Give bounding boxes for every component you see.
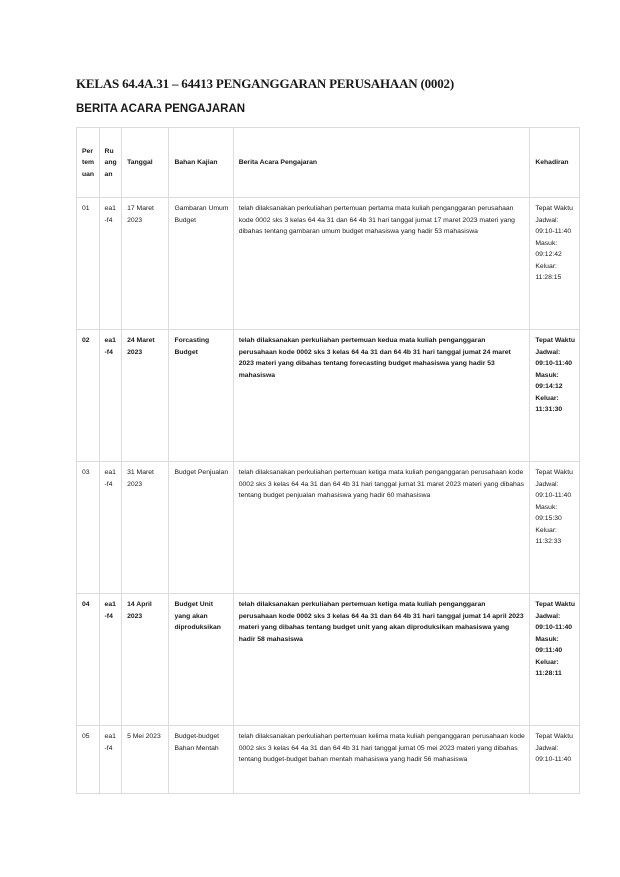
table-row: [77, 462, 580, 594]
cell-ruangan: ea1-f4: [99, 198, 122, 330]
cell-bahan-kajian: Budget Penjualan: [169, 462, 233, 594]
cell-ruangan: ea1-f4: [99, 726, 122, 794]
attendance-table: [76, 127, 580, 794]
cell-bahan-kajian: Forcasting Budget: [169, 330, 233, 462]
cell-ruangan: ea1-f4: [99, 462, 122, 594]
cell-bahan-kajian: Budget Unit yang akan diproduksikan: [169, 594, 233, 726]
cell-ruangan: ea1-f4: [99, 330, 122, 462]
cell-tanggal: 17 Maret 2023: [122, 198, 169, 330]
cell-pertemuan: 02: [77, 330, 100, 462]
cell-bahan-kajian: Budget-budget Bahan Mentah: [169, 726, 233, 794]
cell-berita-acara: telah dilaksanakan perkuliahan pertemuan ketiga mata kuliah penganggaran perusahaan kode 0002 sks 3 kelas 64 4a 31 dan 64 4b 31 hari tanggal jumat 31 maret 2023 materi yang dibahas tentang budget penjualan mahasiswa yang hadir 60 mahasiswa: [233, 462, 530, 594]
cell-tanggal: 31 Maret 2023: [122, 462, 169, 594]
cell-berita-acara: telah dilaksanakan perkuliahan pertemuan kedua mata kuliah penganggaran perusahaan kode 0002 sks 3 kelas 64 4a 31 dan 64 4b 31 hari tanggal jumat 24 maret 2023 materi yang dibahas tentang forecasting budget mahasiswa yang hadir 53 mahasiswa: [233, 330, 530, 462]
table-row: [77, 594, 580, 726]
cell-berita-acara: telah dilaksanakan perkuliahan pertemuan pertama mata kuliah penganggaran perusahaan kode 0002 sks 3 kelas 64 4a 31 dan 64 4b 31 hari tanggal jumat 17 maret 2023 materi yang dibahas tentang gambaran umum budget mahasiswa yang hadir 53 mahasiswa: [233, 198, 530, 330]
header-berita-acara: Berita Acara Pengajaran: [233, 128, 530, 198]
cell-tanggal: 5 Mei 2023: [122, 726, 169, 794]
cell-kehadiran: Tepat Waktu Jadwal: 09:10-11:40: [530, 726, 580, 794]
header-tanggal: Tanggal: [122, 128, 169, 198]
table-row: [77, 330, 580, 462]
cell-kehadiran: Tepat Waktu Jadwal: 09:10-11:40 Masuk: 09:12:42 Keluar: 11:28:15: [530, 198, 580, 330]
cell-berita-acara: telah dilaksanakan perkuliahan pertemuan ketiga mata kuliah penganggaran perusahaan kode 0002 sks 3 kelas 64 4a 31 dan 64 4b 31 hari tanggal jumat 14 april 2023 materi yang dibahas tentang budget unit yang akan diproduksikan mahasiswa yang hadir 58 mahasiswa: [233, 594, 530, 726]
header-ruangan: Ruangan: [99, 128, 122, 198]
section-subtitle: BERITA ACARA PENGAJARAN: [76, 103, 246, 115]
cell-pertemuan: 01: [77, 198, 100, 330]
cell-pertemuan: 03: [77, 462, 100, 594]
cell-kehadiran: Tepat Waktu Jadwal: 09:10-11:40 Masuk: 09:15:30 Keluar: 11:32:33: [530, 462, 580, 594]
cell-berita-acara: telah dilaksanakan perkuliahan pertemuan kelima mata kuliah penganggaran perusahaan kode 0002 sks 3 kelas 64 4a 31 dan 64 4b 31 hari tanggal jumat 05 mei 2023 materi yang dibahas tentang budget-budget bahan mentah mahasiswa yang hadir 56 mahasiswa: [233, 726, 530, 794]
header-kehadiran: Kehadiran: [530, 128, 580, 198]
table-row: [77, 726, 580, 794]
table-row: [77, 198, 580, 330]
cell-pertemuan: 05: [77, 726, 100, 794]
header-bahan-kajian: Bahan Kajian: [169, 128, 233, 198]
cell-tanggal: 24 Maret 2023: [122, 330, 169, 462]
table-header-row: [77, 128, 580, 198]
cell-tanggal: 14 April 2023: [122, 594, 169, 726]
cell-pertemuan: 04: [77, 594, 100, 726]
page-title: KELAS 64.4A.31 – 64413 PENGANGGARAN PERUSAHAAN (0002): [76, 76, 454, 91]
header-pertemuan: Pertemuan: [77, 128, 100, 198]
cell-kehadiran: Tepat Waktu Jadwal: 09:10-11:40 Masuk: 09:11:40 Keluar: 11:28:11: [530, 594, 580, 726]
cell-kehadiran: Tepat Waktu Jadwal: 09:10-11:40 Masuk: 09:14:12 Keluar: 11:31:30: [530, 330, 580, 462]
cell-bahan-kajian: Gambaran Umum Budget: [169, 198, 233, 330]
cell-ruangan: ea1-f4: [99, 594, 122, 726]
